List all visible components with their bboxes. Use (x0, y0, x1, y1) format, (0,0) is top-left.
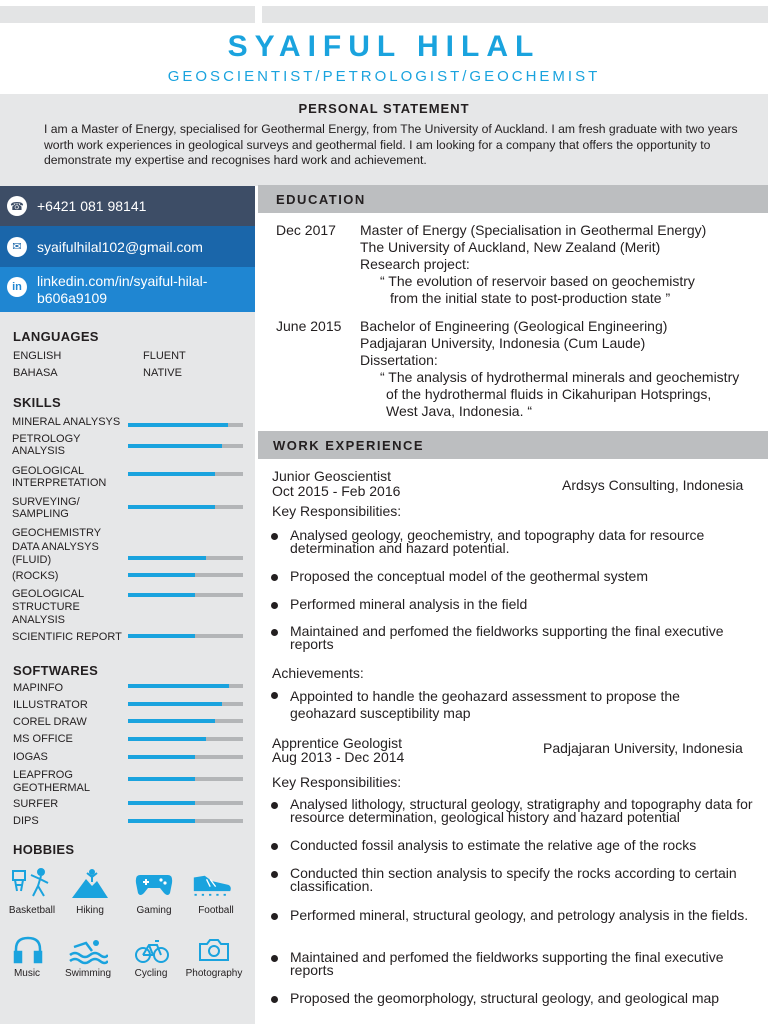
education-date: Dec 2017 (276, 222, 336, 238)
education-school: Padjajaran University, Indonesia (Cum Laude) (360, 335, 646, 351)
education-degree: Master of Energy (Specialisation in Geothermal Energy) (360, 222, 707, 238)
software-bar-fill (128, 777, 195, 781)
skills-heading: SKILLS (13, 395, 62, 410)
software-name: MS OFFICE (13, 733, 73, 745)
education-degree: Bachelor of Engineering (Geological Engineering) (360, 318, 668, 334)
responsibility-item (271, 951, 763, 977)
responsibility-item (271, 529, 761, 555)
skill-name: PETROLOGY ANALYSIS (12, 433, 81, 457)
skill-bar-fill (128, 472, 215, 476)
responsibility-item (271, 598, 761, 611)
education-label: Research project: (360, 256, 470, 272)
hiking-icon (70, 866, 110, 900)
software-bar-fill (128, 737, 206, 741)
skill-bar (128, 556, 243, 560)
software-bar (128, 777, 243, 781)
basketball-icon (11, 866, 51, 900)
hobby-label: Basketball (8, 905, 56, 916)
responsibility-item (271, 909, 763, 922)
software-name: SURFER (13, 798, 59, 810)
education-quote: from the initial state to post-production state ” (390, 290, 671, 306)
language-level: FLUENT (143, 350, 186, 362)
personal-statement (0, 94, 768, 186)
top-accent-bar-right (262, 6, 768, 23)
skill-name: GEOCHEMISTRY DATA ANALYSYS (FLUID) (12, 527, 101, 566)
job-period: Oct 2015 - Feb 2016 (272, 483, 401, 499)
skill-bar (128, 423, 243, 427)
skill-bar-fill (128, 423, 228, 427)
skill-bar-fill (128, 444, 222, 448)
education-school: The University of Auckland, New Zealand (Merit) (360, 239, 661, 255)
skill-name: MINERAL ANALYSYS (12, 416, 121, 428)
skill-bar-fill (128, 505, 215, 509)
gamepad-icon (134, 866, 174, 900)
software-bar-fill (128, 684, 229, 688)
contact-linkedin[interactable] (0, 267, 255, 312)
software-bar-fill (128, 819, 195, 823)
contact-phone[interactable] (0, 186, 255, 226)
linkedin-url-line1: linkedin.com/in/syaiful-hilal- (37, 273, 208, 289)
hobby-label: Music (13, 968, 41, 979)
skill-bar (128, 634, 243, 638)
software-bar-fill (128, 702, 222, 706)
hobby-label: Hiking (76, 905, 104, 916)
skill-name: (ROCKS) (12, 570, 59, 582)
education-quote: “ The evolution of reservoir based on geochemistry (380, 273, 695, 289)
education-date: June 2015 (276, 318, 342, 334)
skill-name: SCIENTIFIC REPORT (12, 631, 122, 643)
education-quote: West Java, Indonesia. “ (386, 403, 533, 419)
work-heading-text: WORK EXPERIENCE (273, 437, 425, 453)
software-bar-fill (128, 719, 215, 723)
mail-icon: ✉ (7, 237, 27, 257)
responsibility-text: Conducted thin section analysis to specify the rocks according to certain classification. (290, 865, 737, 894)
education-quote: of the hydrothermal fluids in Cikahuripan Hotsprings, (386, 386, 712, 402)
top-accent-bar-left (0, 6, 255, 23)
job-period: Aug 2013 - Dec 2014 (272, 749, 405, 765)
skill-bar-fill (128, 593, 195, 597)
education-label: Dissertation: (360, 352, 438, 368)
skill-bar-fill (128, 573, 195, 577)
skill-name: GEOLOGICAL INTERPRETATION (12, 465, 107, 489)
skill-bar (128, 444, 243, 448)
responsibility-text: Conducted fossil analysis to estimate the relative age of the rocks (290, 837, 697, 853)
statement-title: PERSONAL STATEMENT (298, 101, 470, 116)
software-name: IOGAS (13, 751, 48, 763)
responsibility-item (271, 570, 761, 583)
responsibility-item (271, 839, 763, 852)
hobby-label: Cycling (134, 968, 168, 979)
hobby-label: Gaming (136, 905, 172, 916)
responsibility-text: Performed mineral analysis in the field (290, 596, 528, 612)
software-name: LEAPFROG GEOTHERMAL (13, 769, 91, 794)
responsibility-item (271, 798, 763, 824)
responsibility-text: Proposed the conceptual model of the geothermal system (290, 568, 648, 584)
work-heading (258, 431, 768, 459)
skill-bar (128, 573, 243, 577)
software-name: COREL DRAW (13, 716, 87, 728)
skill-name: GEOLOGICAL STRUCTURE ANALYSIS (12, 588, 84, 626)
achievement-item (271, 688, 726, 722)
linkedin-url-line2: b606a9109 (37, 290, 108, 306)
software-bar (128, 819, 243, 823)
hobby-label: Photography (185, 968, 243, 979)
email-address: syaifulhilal102@gmail.com (37, 238, 203, 255)
job-company: Ardsys Consulting, Indonesia (562, 477, 744, 493)
statement-text: I am a Master of Energy, specialised for Geothermal Energy, from The University of Auckland. I am fresh graduate with two years worth work experiences in geological surveys and geothermal field. I am looking for a company that offers the opportunity to demonstrate my expertise and recognises hard work and achievement. (44, 122, 738, 167)
swimmer-icon (68, 933, 108, 967)
responsibility-text: Maintained and perfomed the fieldworks supporting the final executive reports (290, 949, 724, 978)
candidate-name: SYAIFUL HILAL (227, 30, 541, 63)
language-name: BAHASA (13, 367, 58, 379)
education-entry (360, 222, 706, 307)
software-bar (128, 755, 243, 759)
education-quote: “ The analysis of hydrothermal minerals and geochemistry (380, 369, 740, 385)
language-level: NATIVE (143, 367, 182, 379)
linkedin-url (37, 273, 207, 307)
skill-bar (128, 593, 243, 597)
responsibility-text: Analysed geology, geochemistry, and topography data for resource determination and hazard potential. (290, 527, 705, 556)
camera-icon (194, 933, 234, 967)
bicycle-icon (132, 933, 172, 967)
responsibility-item (271, 992, 763, 1005)
skill-name: SURVEYING/ SAMPLING (12, 496, 80, 520)
headphones-icon (8, 933, 48, 967)
education-heading (258, 185, 768, 213)
responsibility-text: Proposed the geomorphology, structural geology, and geological map (290, 990, 720, 1006)
hobbies-heading: HOBBIES (13, 842, 75, 857)
responsibility-text: Performed mineral, structural geology, and petrology analysis in the fields. (290, 907, 749, 923)
responsibility-text: Analysed lithology, structural geology, stratigraphy and topography data for resource determination, geological history and hazard potential (290, 796, 753, 825)
software-name: DIPS (13, 815, 39, 827)
phone-icon: ☎ (7, 196, 27, 216)
job-role: Apprentice Geologist (272, 735, 402, 751)
software-name: MAPINFO (13, 682, 64, 694)
languages-heading: LANGUAGES (13, 329, 99, 344)
language-name: ENGLISH (13, 350, 62, 362)
education-heading-text: EDUCATION (276, 191, 366, 207)
contact-email[interactable] (0, 226, 255, 267)
phone-number: +6421 081 98141 (37, 198, 147, 214)
software-bar-fill (128, 755, 195, 759)
software-bar (128, 801, 243, 805)
football-boot-icon (192, 866, 232, 900)
job-company: Padjajaran University, Indonesia (543, 740, 743, 756)
skill-bar (128, 472, 243, 476)
linkedin-icon: in (7, 277, 27, 297)
software-bar (128, 702, 243, 706)
skill-bar (128, 505, 243, 509)
responsibility-item (271, 625, 761, 651)
responsibilities-label: Key Responsibilities: (272, 774, 402, 790)
hobby-label: Swimming (64, 968, 112, 979)
software-name: ILLUSTRATOR (13, 699, 88, 711)
skill-bar-fill (128, 634, 195, 638)
software-bar-fill (128, 801, 195, 805)
skill-bar-fill (128, 556, 206, 560)
responsibility-item (271, 867, 763, 893)
education-entry (360, 318, 739, 420)
responsibility-text: Maintained and perfomed the fieldworks supporting the final executive reports (290, 623, 724, 652)
software-bar (128, 719, 243, 723)
responsibilities-label: Key Responsibilities: (272, 503, 402, 519)
software-bar (128, 737, 243, 741)
achievement-text: Appointed to handle the geohazard assessment to propose the geohazard susceptibility map (290, 688, 680, 721)
job-role: Junior Geoscientist (272, 468, 392, 484)
softwares-heading: SOFTWARES (13, 663, 99, 678)
achievements-label: Achievements: (272, 665, 364, 681)
software-bar (128, 684, 243, 688)
hobby-label: Football (198, 905, 234, 916)
candidate-roles: GEOSCIENTIST/PETROLOGIST/GEOCHEMIST (167, 68, 601, 85)
